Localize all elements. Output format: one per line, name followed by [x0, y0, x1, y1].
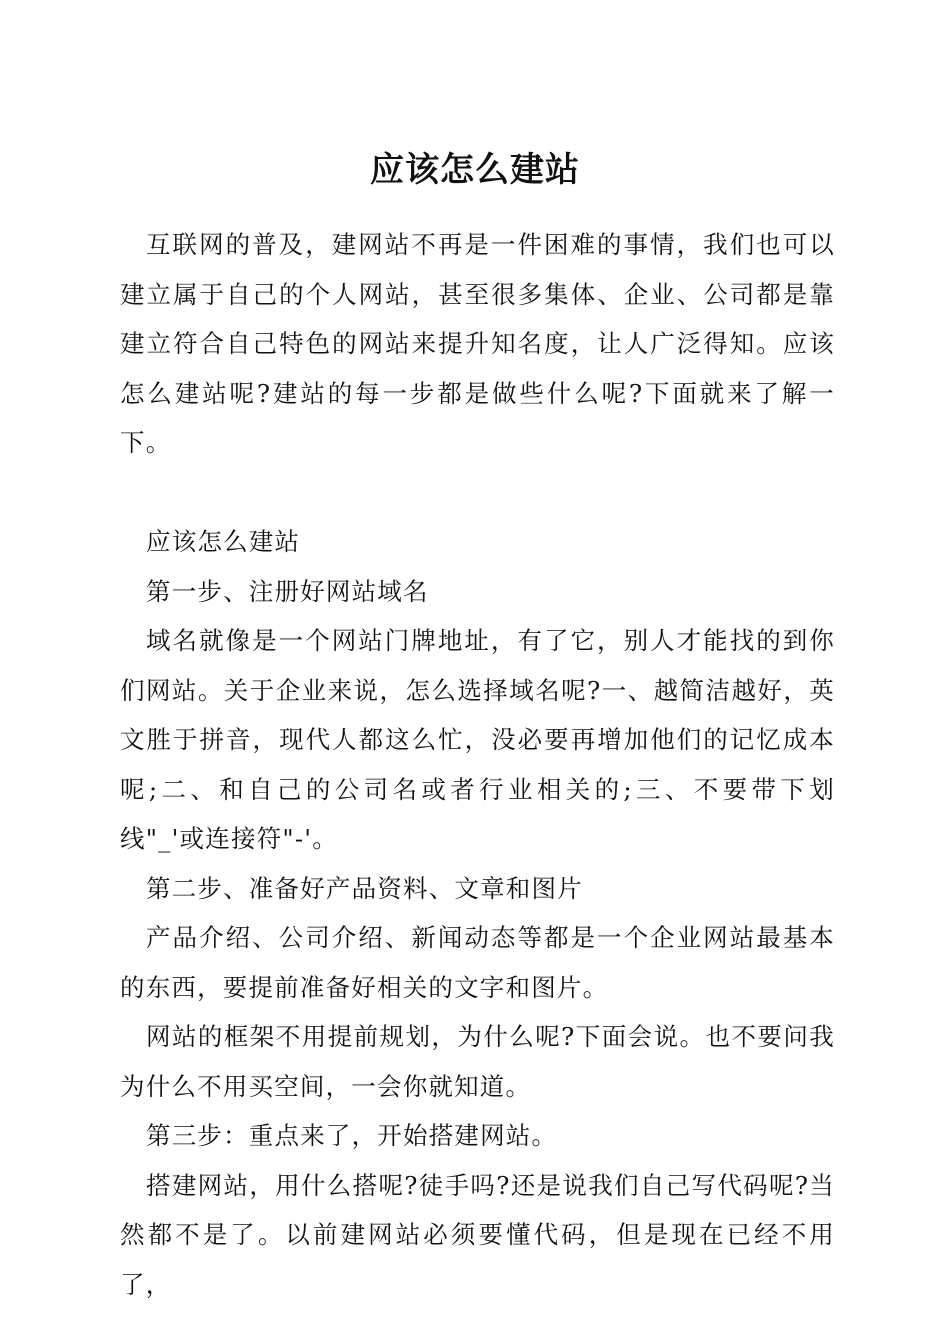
step-two-heading: 第二步、准备好产品资料、文章和图片	[146, 873, 583, 903]
page-title: 应该怎么建站	[370, 150, 580, 190]
step-three-heading: 第三步：重点来了，开始搭建网站。	[146, 1121, 558, 1150]
paragraph-spacer	[120, 468, 835, 518]
framework-paragraph: 网站的框架不用提前规划，为什么呢?下面会说。也不要问我为什么不用买空间，一会你就知道。	[120, 1022, 835, 1101]
document-body	[120, 220, 835, 1309]
section-heading: 应该怎么建站	[146, 527, 301, 556]
domain-paragraph: 域名就像是一个网站门牌地址，有了它，别人才能找的到你们网站。关于企业来说，怎么选择域名呢?一、越简洁越好，英文胜于拼音，现代人都这么忙，没必要再增加他们的记忆成本呢;二、和自己的公司名或者行业相关的;三、不要带下划线"_'或连接符"-'。	[120, 626, 835, 853]
materials-paragraph: 产品介绍、公司介绍、新闻动态等都是一个企业网站最基本的东西，要提前准备好相关的文字和图片。	[120, 923, 835, 1002]
step-one-heading: 第一步、注册好网站域名	[146, 576, 429, 606]
build-paragraph: 搭建网站，用什么搭呢?徒手吗?还是说我们自己写代码呢?当然都不是了。以前建网站必须要懂代码，但是现在已经不用了，	[120, 1170, 835, 1299]
intro-paragraph: 互联网的普及，建网站不再是一件困难的事情，我们也可以建立属于自己的个人网站，甚至很多集体、企业、公司都是靠建立符合自己特色的网站来提升知名度，让人广泛得知。应该怎么建站呢?建站的每一步都是做些什么呢?下面就来了解一下。	[120, 230, 835, 457]
